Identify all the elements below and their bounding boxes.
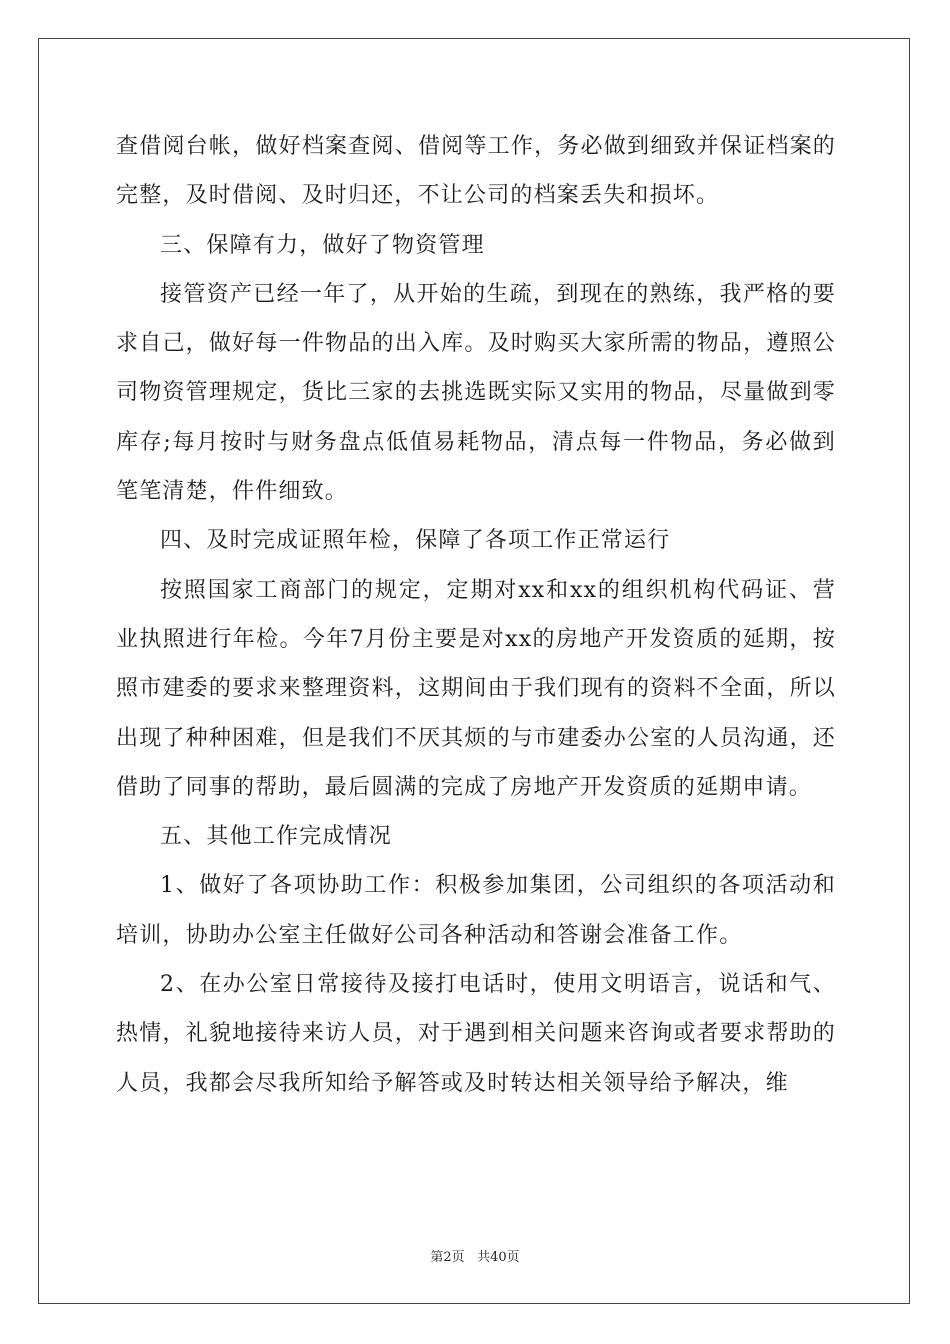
paragraph-archive-continuation: 查借阅台帐，做好档案查阅、借阅等工作，务必做到细致并保证档案的完整，及时借阅、及时归还，不让公司的档案丢失和损坏。 [116,134,836,209]
paragraph-item-2: 2、在办公室日常接待及接打电话时，使用文明语言，说话和气、热情，礼貌地接待来访人员，对于遇到相关问题来咨询或者要求帮助的人员，我都会尽我所知给予解答或及时转达相关领导给予解决，维 [116,972,836,1096]
heading-section-5: 五、其他工作完成情况 [160,824,393,850]
heading-section-3: 三、保障有力，做好了物资管理 [160,232,485,258]
paragraph-asset-management: 接管资产已经一年了，从开始的生疏，到现在的熟练，我严格的要求自己，做好每一件物品的出入库。及时购买大家所需的物品，遵照公司物资管理规定，货比三家的去挑选既实际又实用的物品，尽量做到零库存;每月按时与财务盘点低值易耗物品，清点每一件物品，务必做到笔笔清楚，件件细致。 [116,281,836,505]
paragraph-license-inspection: 按照国家工商部门的规定，定期对xx和xx的组织机构代码证、营业执照进行年检。今年7月份主要是对xx的房地产开发资质的延期，按照市建委的要求来整理资料，这期间由于我们现有的资料不全面，所以出现了种种困难，但是我们不厌其烦的与市建委办公室的人员沟通，还借助了同事的帮助，最后圆满的完成了房地产开发资质的延期申请。 [116,577,836,800]
document-body [116,122,836,1108]
paragraph-item-1: 1、做好了各项协助工作：积极参加集团，公司组织的各项活动和培训，协助办公室主任做好公司各种活动和答谢会准备工作。 [116,873,836,948]
page-footer [0,1246,950,1265]
heading-section-4: 四、及时完成证照年检，保障了各项工作正常运行 [160,528,671,554]
page-total: 共40页 [477,1250,520,1265]
page-number: 第2页 [430,1250,465,1265]
